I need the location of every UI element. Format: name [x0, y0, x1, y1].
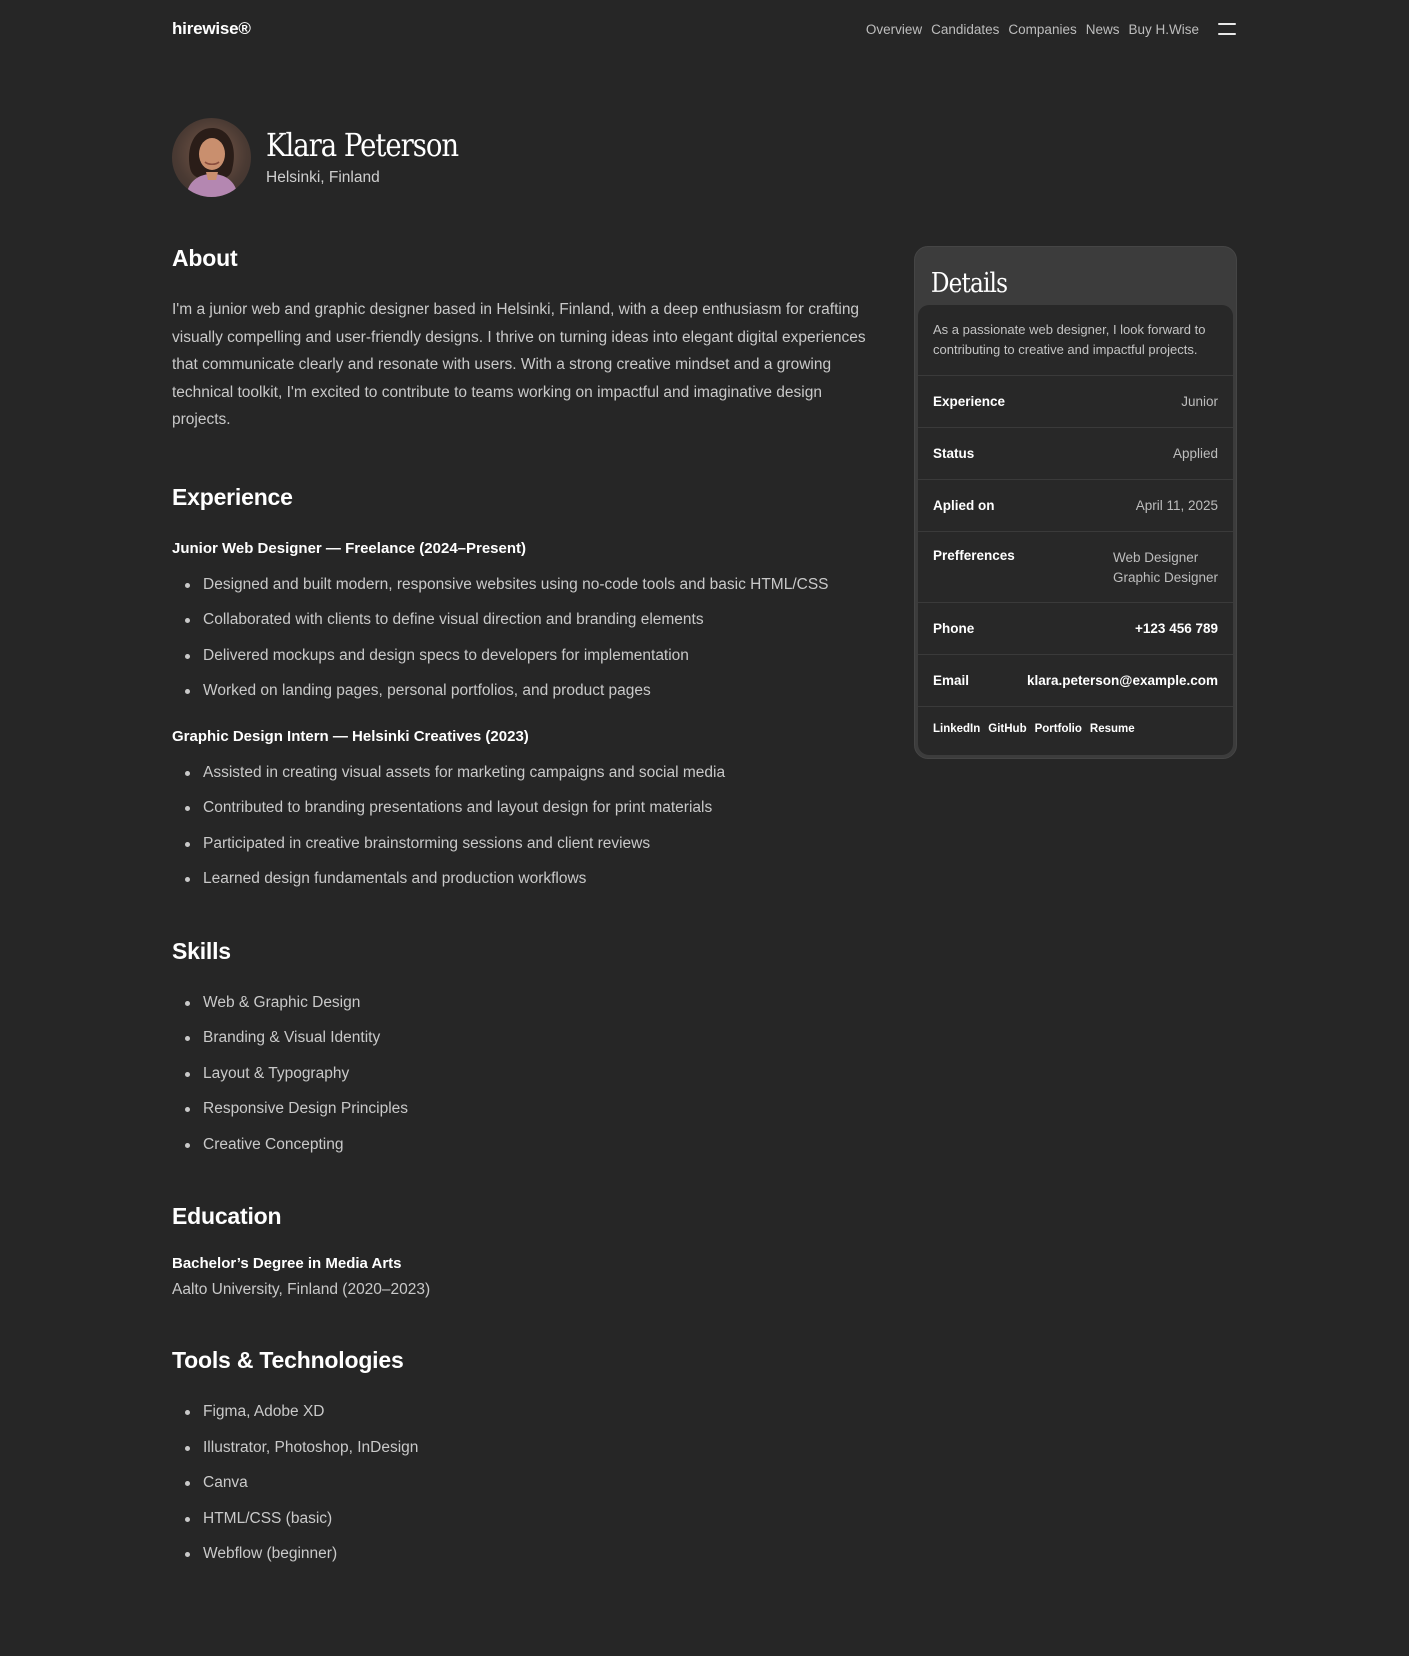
detail-value: April 11, 2025 — [1135, 498, 1218, 513]
nav-buy-hwise[interactable]: Buy H.Wise — [1128, 21, 1199, 37]
list-item: Layout & Typography — [172, 1064, 872, 1100]
tools-heading: Tools & Technologies — [172, 1347, 404, 1373]
detail-label: Aplied on — [933, 498, 995, 513]
resume-link[interactable]: Resume — [1089, 723, 1135, 735]
page — [172, 0, 1236, 1562]
candidate-location: Helsinki, Finland — [266, 169, 380, 187]
hamburger-menu-icon[interactable] — [1218, 23, 1236, 35]
list-item: Canva — [172, 1473, 872, 1509]
detail-label: Status — [933, 446, 975, 461]
experience-heading: Experience — [172, 483, 293, 510]
skills-list — [172, 993, 872, 1171]
education-heading: Education — [172, 1203, 282, 1229]
detail-label: Phone — [933, 621, 975, 636]
nav-overview[interactable]: Overview — [865, 21, 923, 37]
avatar — [172, 118, 251, 197]
list-item: Worked on landing pages, personal portfolios, and product pages — [172, 681, 872, 717]
about-text: I'm a junior web and graphic designer based in Helsinki, Finland, with a deep enthusiasm for crafting visually compelling and user-friendly designs. I thrive on turning ideas into elegant digital experiences that communicate clearly and resonate with users. With a strong creative mindset and a growing technical toolkit, I'm excited to contribute to teams working on impactful and imaginative design projects. — [172, 301, 866, 428]
job-bullets — [172, 575, 872, 717]
detail-label: Email — [933, 673, 970, 688]
detail-value: Junior — [1181, 394, 1218, 409]
about-heading: About — [172, 245, 238, 271]
main-nav — [866, 22, 1236, 37]
detail-value — [1113, 548, 1218, 588]
detail-row-applied-on — [918, 480, 1233, 532]
phone-link[interactable]: +123 456 789 — [1135, 621, 1218, 636]
list-item: Delivered mockups and design specs to developers for implementation — [172, 646, 872, 682]
list-item: Learned design fundamentals and production workflows — [172, 869, 872, 905]
skills-heading: Skills — [172, 937, 231, 964]
list-item: Designed and built modern, responsive websites using no-code tools and basic HTML/CSS — [172, 575, 872, 611]
detail-row-phone — [918, 603, 1233, 655]
job-title: Junior Web Designer — Freelance (2024–Present) — [172, 539, 527, 557]
preference-item: Web Designer — [1112, 550, 1199, 565]
detail-row-status — [918, 428, 1233, 480]
top-bar — [172, 0, 1236, 58]
preference-item: Graphic Designer — [1112, 570, 1218, 585]
job-bullets — [172, 763, 872, 905]
linkedin-link[interactable]: LinkedIn — [933, 723, 981, 735]
detail-label: Prefferences — [933, 548, 1015, 563]
profile-links — [918, 707, 1233, 755]
avatar-portrait-icon — [172, 118, 251, 197]
logo[interactable]: hirewise® — [172, 19, 251, 38]
list-item: Assisted in creating visual assets for marketing campaigns and social media — [172, 763, 872, 799]
candidate-name: Klara Peterson — [266, 125, 459, 164]
list-item: Collaborated with clients to define visual direction and branding elements — [172, 610, 872, 646]
list-item: Figma, Adobe XD — [172, 1402, 872, 1438]
detail-row-experience — [918, 376, 1233, 428]
profile-header — [172, 118, 489, 197]
list-item: Creative Concepting — [172, 1135, 872, 1171]
education-school: Aalto University, Finland (2020–2023) — [172, 1281, 431, 1298]
education-degree: Bachelor’s Degree in Media Arts — [172, 1255, 402, 1272]
list-item: Responsive Design Principles — [172, 1099, 872, 1135]
details-card — [914, 246, 1237, 759]
list-item: Contributed to branding presentations and layout design for print materials — [172, 798, 872, 834]
list-item: Web & Graphic Design — [172, 993, 872, 1029]
portfolio-link[interactable]: Portfolio — [1034, 723, 1082, 735]
details-title: Details — [930, 268, 1008, 299]
detail-row-email — [918, 655, 1233, 707]
github-link[interactable]: GitHub — [988, 723, 1027, 735]
list-item: Participated in creative brainstorming sessions and client reviews — [172, 834, 872, 870]
list-item: Illustrator, Photoshop, InDesign — [172, 1438, 872, 1474]
detail-row-preferences — [918, 532, 1233, 603]
tools-list — [172, 1402, 872, 1580]
nav-news[interactable]: News — [1085, 21, 1120, 37]
list-item: HTML/CSS (basic) — [172, 1509, 872, 1545]
details-body — [918, 305, 1233, 755]
nav-candidates[interactable]: Candidates — [931, 21, 1000, 37]
nav-companies[interactable]: Companies — [1008, 21, 1077, 37]
job-title: Graphic Design Intern — Helsinki Creatives (2023) — [172, 727, 529, 745]
details-description: As a passionate web designer, I look forward to contributing to creative and impactful projects. — [918, 305, 1233, 376]
list-item: Branding & Visual Identity — [172, 1028, 872, 1064]
email-link[interactable]: klara.peterson@example.com — [1027, 673, 1218, 688]
detail-label: Experience — [933, 394, 1006, 409]
main-content — [172, 245, 872, 1580]
list-item: Webflow (beginner) — [172, 1544, 872, 1580]
detail-value: Applied — [1172, 446, 1218, 461]
